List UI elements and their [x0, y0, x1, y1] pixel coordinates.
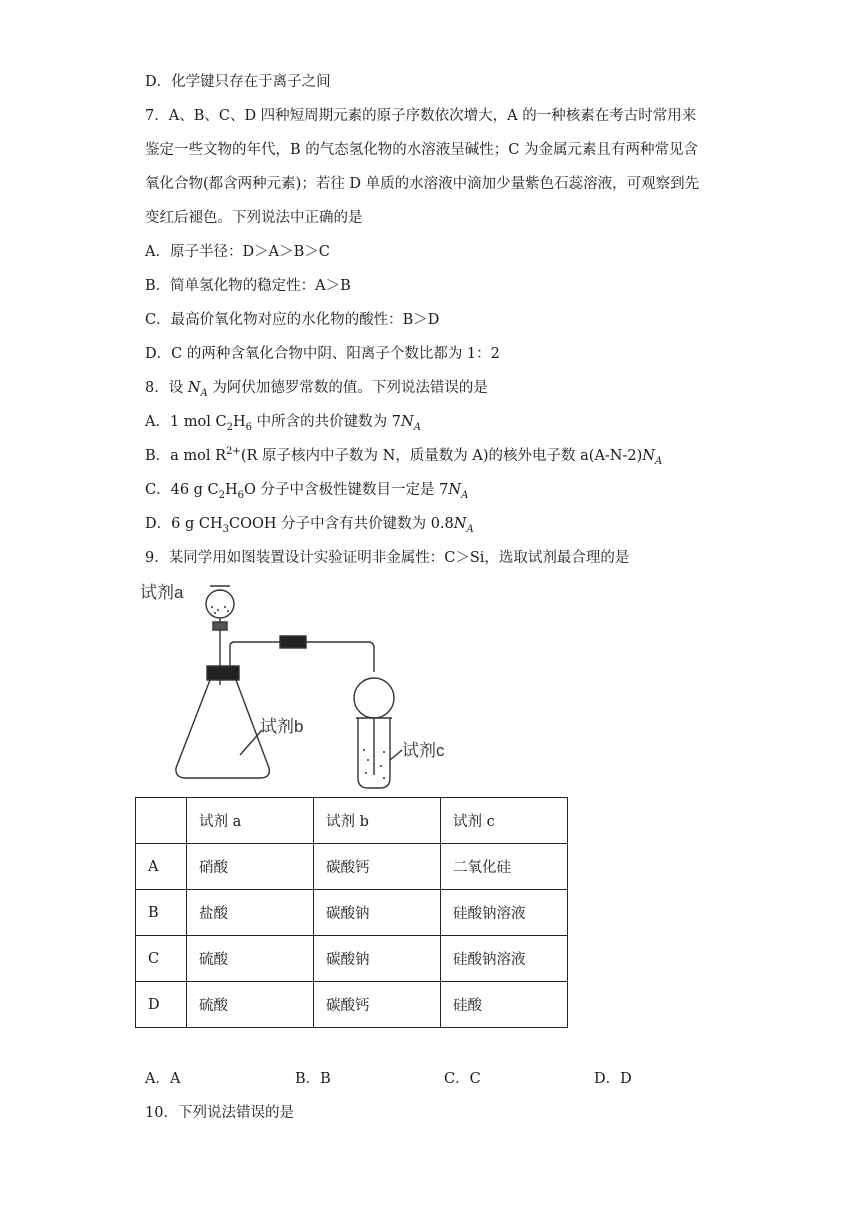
q7-option-a: A．原子半径：D＞A＞B＞C — [145, 244, 330, 260]
table-header-cell: 试剂 b — [314, 798, 441, 844]
q10-stem: 10．下列说法错误的是 — [145, 1105, 294, 1121]
table-row — [136, 890, 568, 936]
q9-answer-d: D．D — [594, 1071, 632, 1087]
rubber-connector — [280, 636, 306, 648]
table-cell: 硅酸钠溶液 — [441, 936, 568, 982]
table-cell: C — [136, 936, 187, 982]
q7-option-b: B．简单氢化物的稳定性：A＞B — [145, 278, 351, 294]
bulb-guard — [354, 678, 394, 718]
q7-stem-line-1: 7．A、B、C、D 四种短周期元素的原子序数依次增大，A 的一种核素在考古时常用来 — [145, 108, 697, 124]
q7-stem-line-3: 氧化合物(都含两种元素)；若往 D 单质的水溶液中滴加少量紫色石蕊溶液，可观察到先 — [145, 176, 700, 192]
table-header-cell: 试剂 a — [187, 798, 314, 844]
table-cell: B — [136, 890, 187, 936]
q7-option-c: C．最高价氧化物对应的水化物的酸性：B＞D — [145, 312, 440, 328]
table-header-cell: 试剂 c — [441, 798, 568, 844]
table-cell: 盐酸 — [187, 890, 314, 936]
table-cell: 碳酸钠 — [314, 936, 441, 982]
q8-option-a: A．1 mol $C_2H_6$ 中所含的共价键数为 $7N_A$ — [145, 414, 421, 433]
table-row — [136, 844, 568, 890]
q7-stem-line-4: 变红后褪色。下列说法中正确的是 — [145, 210, 363, 226]
q8-option-c: C．46 g $C_2H_6O$ 分子中含极性键数目一定是 $7N_A$ — [145, 482, 469, 501]
conical-flask — [176, 668, 269, 778]
table-cell: 硫酸 — [187, 936, 314, 982]
q9-stem: 9．某同学用如图装置设计实验证明非金属性：C＞Si，选取试剂最合理的是 — [145, 550, 630, 566]
reagent-table — [135, 797, 568, 1028]
q9-answer-c: C．C — [444, 1071, 481, 1087]
q6-option-d: D．化学键只存在于离子之间 — [145, 74, 331, 90]
table-cell: 硝酸 — [187, 844, 314, 890]
table-row — [136, 982, 568, 1028]
q7-option-d: D．C 的两种含氧化合物中阴、阳离子个数比都为 1：2 — [145, 346, 500, 362]
label-reagent-a: 试剂a — [140, 583, 184, 602]
table-cell: 硅酸 — [441, 982, 568, 1028]
q9-answer-a: A．A — [145, 1071, 181, 1087]
table-cell: 二氧化硅 — [441, 844, 568, 890]
table-cell: D — [136, 982, 187, 1028]
table-row — [136, 936, 568, 982]
table-cell: 碳酸钠 — [314, 890, 441, 936]
label-reagent-b: 试剂b — [260, 717, 304, 736]
table-cell: 碳酸钙 — [314, 844, 441, 890]
table-header-row — [136, 798, 568, 844]
table-cell: A — [136, 844, 187, 890]
q8-option-b: B．a mol $R^{2+}(R$ 原子核内中子数为 N，质量数为 A)的核外电子数 $a(A-N-2)N_A$ — [145, 446, 663, 467]
label-reagent-c: 试剂c — [402, 741, 445, 760]
table-cell: 硫酸 — [187, 982, 314, 1028]
q9-answer-b: B．B — [295, 1071, 331, 1087]
table-cell: 硅酸钠溶液 — [441, 890, 568, 936]
separatory-funnel-bulb — [206, 590, 234, 618]
q8-stem: 8．设 $N_A$ 为阿伏加德罗常数的值。下列说法错误的是 — [145, 380, 488, 399]
q7-stem-line-2: 鉴定一些文物的年代，B 的气态氢化物的水溶液呈碱性；C 为金属元素且有两种常见含 — [145, 142, 698, 158]
table-cell — [136, 798, 187, 844]
q8-option-d: D．6 g $CH_3COOH$ 分子中含有共价键数为 $0.8N_A$ — [145, 516, 474, 535]
rubber-stopper — [207, 666, 239, 680]
apparatus-diagram — [140, 580, 470, 795]
table-cell: 碳酸钙 — [314, 982, 441, 1028]
